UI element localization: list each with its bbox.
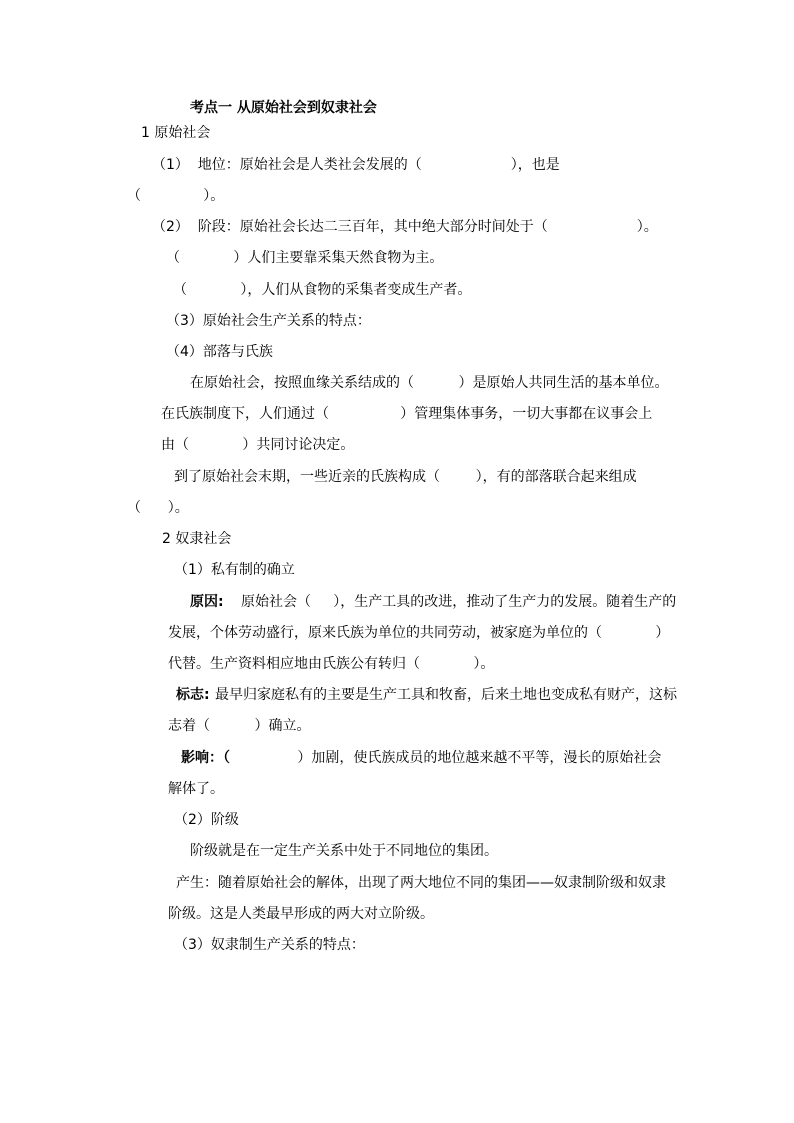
page-title: 考点一 从原始社会到奴隶社会	[190, 100, 377, 116]
reason-line3: 代替。生产资料相应地由氏族公有转归（ ）。	[168, 656, 495, 672]
s1-p2-line3: （ ），人们从食物的采集者变成生产者。	[173, 282, 472, 298]
class-definition: 阶级就是在一定生产关系中处于不同地位的集团。	[190, 843, 498, 859]
s2-p2: （2）阶级	[174, 812, 239, 828]
sign-label: 标志:	[176, 687, 210, 703]
s1-p4-line5: （ ）。	[127, 500, 189, 516]
sign-line1: 最早归家庭私有的主要是生产工具和牧畜，后来土地也变成私有财产，这标	[215, 687, 677, 703]
s1-p3: （3）原始社会生产关系的特点：	[166, 313, 371, 329]
section-2-heading: 2 奴隶社会	[162, 531, 232, 547]
section-1-heading: 1 原始社会	[141, 125, 211, 141]
s1-p1-line1: （1） 地位：原始社会是人类社会发展的（ ），也是	[152, 157, 560, 173]
reason-label: 原因:	[190, 594, 224, 610]
s2-p1: （1）私有制的确立	[174, 562, 295, 578]
origin-line2: 阶级。这是人类最早形成的两大对立阶级。	[168, 906, 434, 922]
reason-line2: 发展，个体劳动盛行，原来氏族为单位的共同劳动，被家庭为单位的（ ）	[168, 625, 670, 641]
s1-p4-line1: 在原始社会，按照血缘关系结成的（ ）是原始人共同生活的基本单位。	[190, 375, 669, 391]
s1-p4-line2: 在氏族制度下，人们通过（ ）管理集体事务，一切大事都在议事会上	[161, 406, 653, 422]
s1-p4-line4: 到了原始社会末期，一些近亲的氏族构成（ ），有的部落联合起来组成	[174, 469, 637, 485]
s1-p4: （4）部落与氏族	[166, 344, 273, 360]
s1-p2-line1: （2） 阶段：原始社会长达二三百年，其中绝大部分时间处于（ ）。	[152, 219, 658, 235]
reason-line1: 原始社会（ ），生产工具的改进，推动了生产力的发展。随着生产的	[241, 594, 677, 610]
impact-label: 影响：（	[181, 750, 230, 766]
origin-line1: 产生：随着原始社会的解体，出现了两大地位不同的集团——奴隶制阶级和奴隶	[176, 875, 666, 891]
s1-p4-line3: 由（ ）共同讨论决定。	[161, 437, 355, 453]
impact-line1: ）加剧，使氏族成员的地位越来越不平等，漫长的原始社会	[244, 750, 662, 766]
s1-p2-line2: （ ）人们主要靠采集天然食物为主。	[166, 250, 444, 266]
s1-p1-line2: （ ）。	[127, 188, 225, 204]
s2-p3: （3）奴隶制生产关系的特点：	[174, 937, 365, 953]
sign-line2: 志着（ ）确立。	[168, 718, 311, 734]
impact-line2: 解体了。	[168, 781, 224, 797]
